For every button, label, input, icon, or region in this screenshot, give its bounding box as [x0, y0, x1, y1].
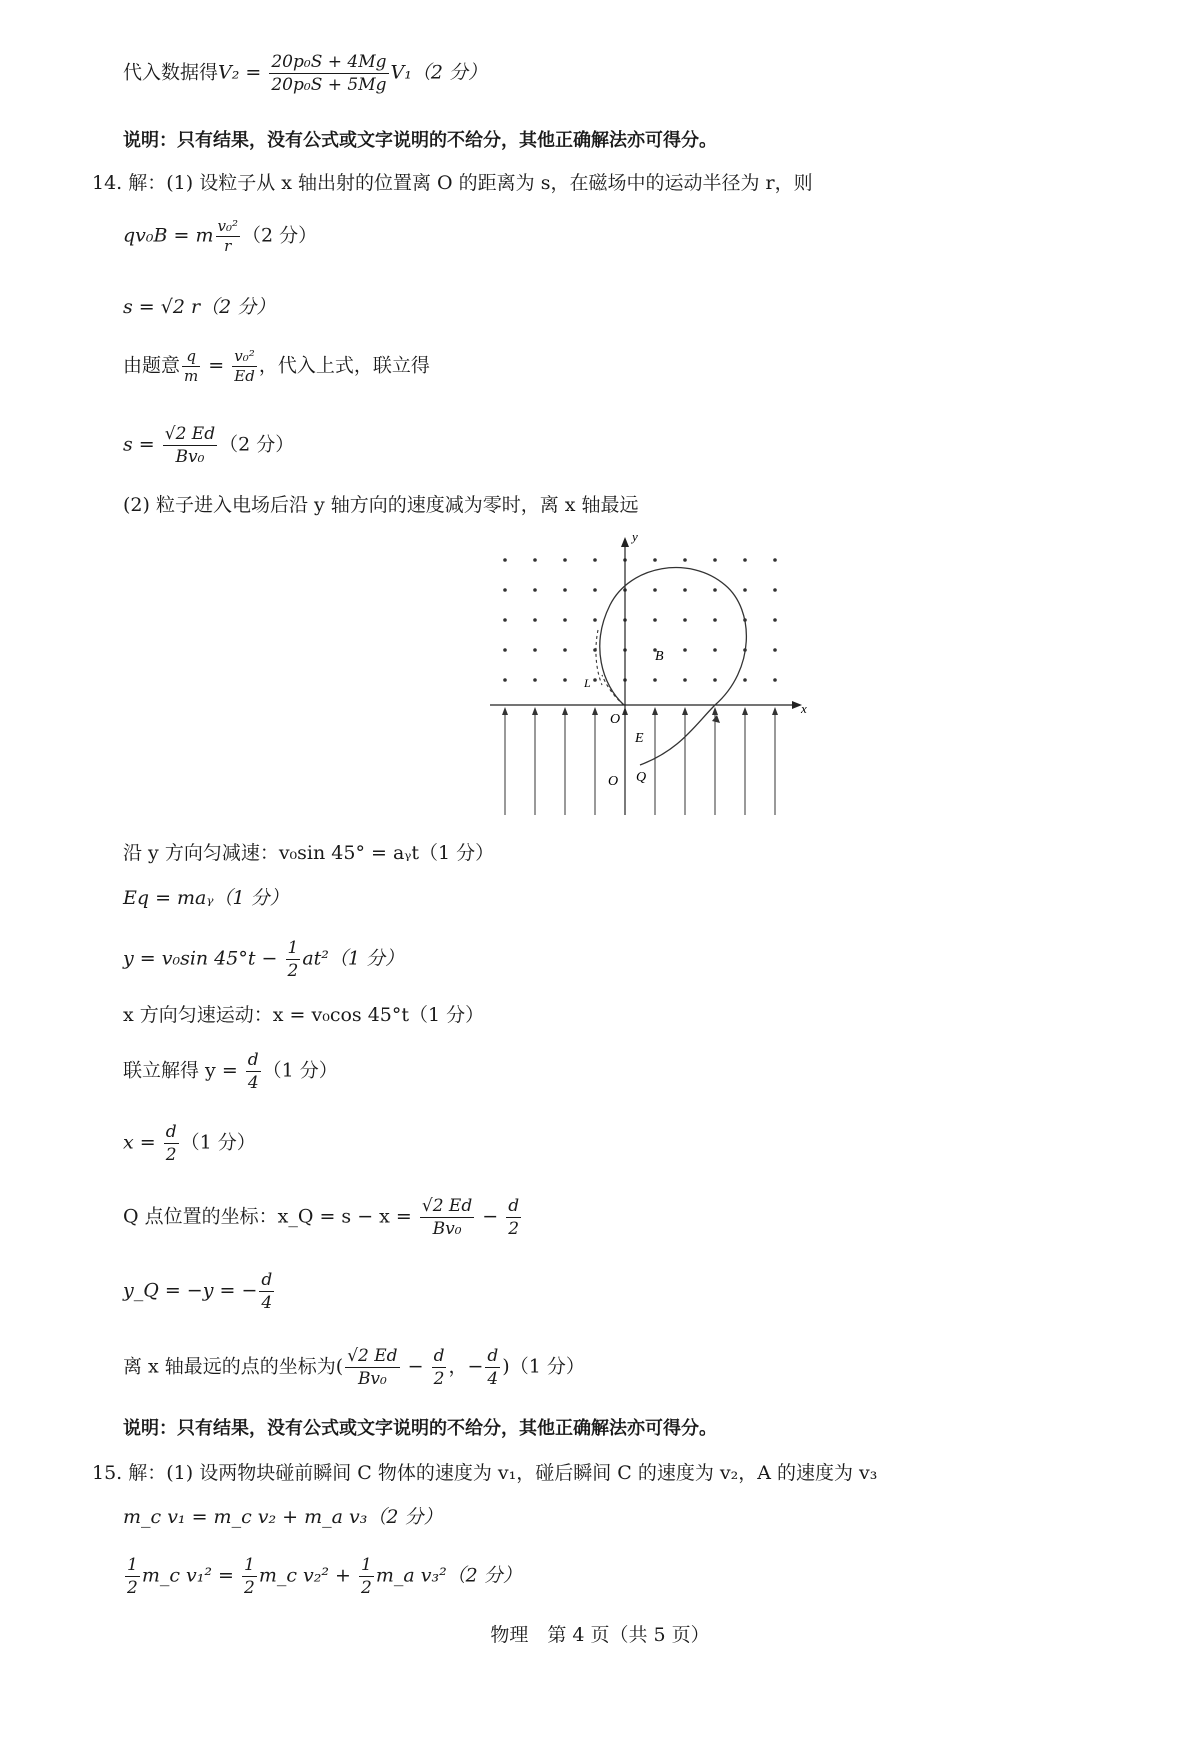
text: 由题意 [123, 354, 181, 377]
label-E: E [635, 731, 644, 746]
field-diagram [490, 535, 810, 815]
numerator: d [433, 1346, 445, 1366]
denominator: Ed [234, 367, 255, 385]
eq-y-decel: 沿 y 方向匀减速：v₀sin 45° = aᵧt（1 分） [123, 842, 495, 864]
field-dot [743, 558, 747, 562]
field-line-arrow [502, 707, 508, 715]
trajectory-path [600, 568, 747, 765]
eq-farthest-point [123, 1346, 585, 1389]
electric-field-lines [502, 707, 778, 815]
label-B: B [655, 649, 664, 664]
q15-heading: 15. 解：(1) 设两物块碰前瞬间 C 物体的速度为 v₁，碰后瞬间 C 的速度为 v₂，A 的速度为 v₃ [92, 1462, 878, 1484]
denominator: 2 [361, 1578, 372, 1598]
text: s = [123, 433, 161, 456]
fraction [216, 218, 241, 255]
field-dot [683, 558, 687, 562]
eq-lorentz [123, 218, 317, 255]
denominator: Bv₀ [432, 1219, 462, 1239]
field-dot [563, 618, 567, 622]
denominator: 4 [261, 1293, 273, 1313]
note-1: 说明：只有结果，没有公式或文字说明的不给分，其他正确解法亦可得分。 [123, 130, 717, 151]
field-line-arrow [592, 707, 598, 715]
fraction [242, 1555, 257, 1598]
text: − [476, 1205, 505, 1228]
eq-x-uniform: x 方向匀速运动：x = v₀cos 45°t（1 分） [123, 1004, 485, 1026]
numerator: √2 Ed [421, 1196, 473, 1216]
eq-eq-ma: Eq = maᵧ（1 分） [123, 887, 289, 909]
eq-s: s = √2 r（2 分） [123, 296, 276, 318]
fraction [359, 1555, 374, 1598]
field-dot [533, 588, 537, 592]
magnetic-field-dots [503, 558, 777, 682]
q14-heading: 14. 解：(1) 设粒子从 x 轴出射的位置离 O 的距离为 s，在磁场中的运动半径为 r，则 [92, 172, 813, 194]
text: Q 点位置的坐标：x_Q = s − x = [123, 1205, 418, 1228]
field-dot [653, 558, 657, 562]
text: 代入数据得 [123, 61, 219, 84]
text: m_c v₁² = [141, 1564, 240, 1587]
field-dot [653, 588, 657, 592]
field-dot [503, 558, 507, 562]
fraction [125, 1555, 140, 1598]
field-dot [503, 588, 507, 592]
field-dot [713, 618, 717, 622]
field-dot [683, 678, 687, 682]
text: at²（1 分） [302, 947, 405, 970]
label-y: y [632, 535, 638, 544]
field-line-arrow [772, 707, 778, 715]
numerator: 1 [287, 938, 299, 958]
denominator: Bv₀ [175, 447, 205, 467]
fraction [345, 1346, 399, 1389]
text: （1 分） [180, 1131, 256, 1154]
text: （2 分） [242, 224, 318, 247]
field-dot [533, 618, 537, 622]
numerator: 1 [361, 1555, 372, 1575]
text: ，− [448, 1355, 484, 1378]
part-2: (2) 粒子进入电场后沿 y 轴方向的速度减为零时，离 x 轴最远 [123, 494, 639, 516]
numerator: d [487, 1346, 499, 1366]
result-v2-line [123, 52, 487, 95]
text: )（1 分） [502, 1355, 585, 1378]
field-dot [713, 678, 717, 682]
velocity-arrow [712, 715, 720, 723]
field-line-arrow [682, 707, 688, 715]
page-footer: 物理 第 4 页（共 5 页） [490, 1624, 710, 1646]
denominator: 2 [508, 1219, 520, 1239]
field-dot [503, 618, 507, 622]
field-line-arrow [712, 707, 718, 715]
field-dot [773, 558, 777, 562]
field-dot [593, 558, 597, 562]
eq-s-result [123, 424, 294, 467]
eq-y [123, 938, 404, 981]
field-dot [563, 558, 567, 562]
field-dot [563, 588, 567, 592]
fraction [182, 348, 200, 385]
field-dot [593, 678, 597, 682]
text: （2 分） [219, 433, 295, 456]
eq-x-result [123, 1122, 256, 1165]
field-dot [593, 588, 597, 592]
numerator: d [165, 1122, 177, 1142]
denominator: 4 [247, 1073, 259, 1093]
fraction [269, 52, 388, 95]
text: m_c v₂² + [258, 1564, 357, 1587]
note-2: 说明：只有结果，没有公式或文字说明的不给分，其他正确解法亦可得分。 [123, 1418, 717, 1439]
denominator: 20p₀S + 5Mg [271, 75, 387, 95]
text: qv₀B = m [123, 224, 214, 247]
text: x = [123, 1131, 162, 1154]
dashed-arc [602, 675, 624, 705]
fraction [246, 1050, 261, 1093]
field-dot [653, 678, 657, 682]
text: m_a v₃²（2 分） [375, 1564, 522, 1587]
fraction [286, 938, 301, 981]
denominator: 4 [487, 1369, 499, 1389]
fraction [259, 1270, 274, 1313]
text: y_Q = −y = − [123, 1279, 258, 1302]
text: （1 分） [262, 1059, 338, 1082]
field-dot [713, 648, 717, 652]
field-dot [563, 648, 567, 652]
text: ，代入上式，联立得 [258, 354, 430, 377]
y-axis-arrow [621, 537, 629, 547]
fraction [232, 348, 257, 385]
field-dot [533, 558, 537, 562]
denominator: m [184, 367, 199, 385]
eq-momentum: m_c v₁ = m_c v₂ + m_a v₃（2 分） [123, 1506, 443, 1528]
text: V₂ = [218, 61, 268, 84]
fraction [420, 1196, 474, 1239]
numerator: √2 Ed [347, 1346, 398, 1366]
denominator: 2 [287, 961, 299, 981]
text: V₁（2 分） [390, 61, 487, 84]
label-L: L [584, 676, 591, 690]
numerator: 1 [127, 1555, 138, 1575]
numerator: d [508, 1196, 520, 1216]
eq-xq [123, 1196, 523, 1239]
denominator: Bv₀ [357, 1369, 387, 1389]
denominator: 2 [127, 1578, 138, 1598]
field-line-arrow [562, 707, 568, 715]
eq-charge-ratio [123, 348, 430, 385]
field-line-arrow [532, 707, 538, 715]
denominator: 2 [433, 1369, 445, 1389]
numerator: v₀² [217, 217, 239, 235]
text: 离 x 轴最远的点的坐标为( [123, 1355, 344, 1378]
denominator: r [224, 237, 232, 255]
label-x: x [801, 701, 807, 716]
field-dot [653, 618, 657, 622]
eq-y-result [123, 1050, 338, 1093]
fraction [164, 1122, 179, 1165]
field-dot [503, 678, 507, 682]
field-dot [683, 618, 687, 622]
field-dot [773, 678, 777, 682]
label-O-lower: O [608, 774, 619, 789]
field-dot [743, 678, 747, 682]
field-dot [713, 558, 717, 562]
numerator: √2 Ed [164, 424, 216, 444]
field-line-arrow [742, 707, 748, 715]
field-dot [713, 588, 717, 592]
numerator: d [247, 1050, 259, 1070]
label-Q: Q [636, 770, 647, 785]
fraction [163, 424, 217, 467]
denominator: 2 [165, 1145, 177, 1165]
fraction [432, 1346, 447, 1389]
numerator: 20p₀S + 4Mg [271, 52, 387, 72]
field-dot [563, 678, 567, 682]
field-dot [683, 648, 687, 652]
denominator: 2 [244, 1578, 255, 1598]
text: − [401, 1355, 430, 1378]
numerator: q [182, 348, 200, 367]
fraction [485, 1346, 500, 1389]
field-dot [503, 648, 507, 652]
text: = [202, 354, 231, 377]
eq-yq [123, 1270, 276, 1313]
numerator: v₀² [232, 348, 257, 367]
field-dot [773, 618, 777, 622]
fraction [506, 1196, 521, 1239]
field-dot [593, 618, 597, 622]
field-dot [773, 648, 777, 652]
label-O: O [610, 712, 621, 727]
numerator: 1 [244, 1555, 255, 1575]
field-dot [533, 648, 537, 652]
field-dot [773, 588, 777, 592]
field-dot [533, 678, 537, 682]
field-dot [743, 588, 747, 592]
field-dot [683, 588, 687, 592]
numerator: d [261, 1270, 273, 1290]
text: 联立解得 y = [123, 1059, 244, 1082]
eq-energy [123, 1555, 522, 1598]
field-line-arrow [652, 707, 658, 715]
text: y = v₀sin 45°t − [123, 947, 284, 970]
